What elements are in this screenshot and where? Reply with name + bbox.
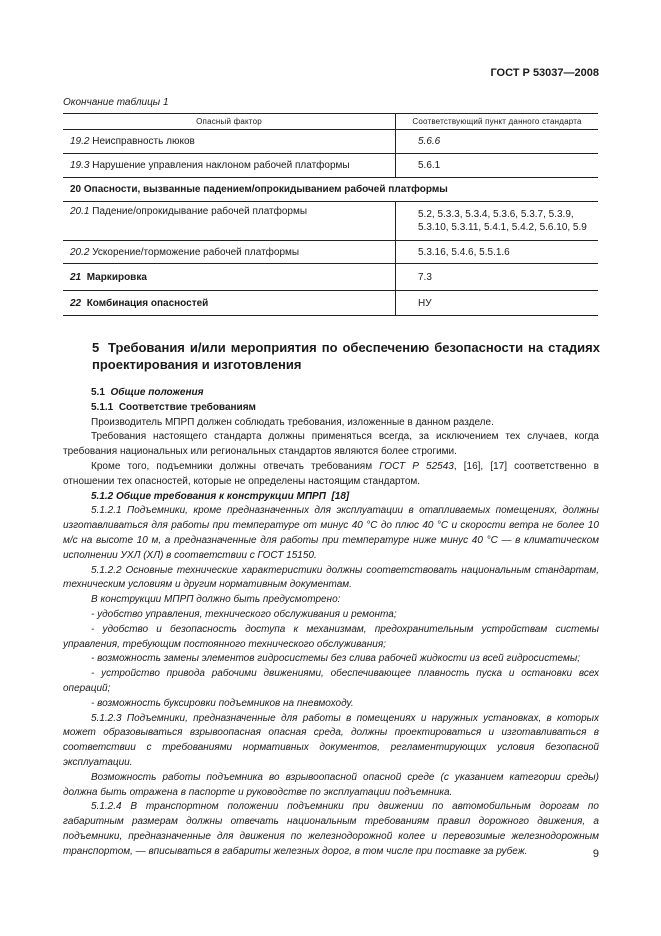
paragraph: В конструкции МПРП должно быть предусмотрено: — [91, 594, 341, 606]
row-text: Ускорение/торможение рабочей платформы — [92, 246, 300, 258]
row-ref-line: 5.2, 5.3.3, 5.3.4, 5.3.6, 5.3.7, 5.3.9, — [418, 209, 574, 220]
row-text: Нарушение управления наклоном рабочей платформы — [92, 160, 350, 171]
group-heading: 20 Опасности, вызванные падением/опрокидыванием рабочей платформы — [63, 178, 598, 202]
list-item: - устройство привода рабочими движениями, обеспечивающее плавность пуска и остановки всех операций; — [63, 668, 599, 694]
table-row-group — [63, 178, 598, 202]
row-text: Маркировка — [86, 271, 147, 283]
subsection-title: 5.1.2 Общие требования к конструкции МПРП — [91, 490, 326, 502]
paragraph: 5.1.2.1 Подъемники, кроме предназначенных для эксплуатации в отапливаемых помещениях, должны изготавливаться для работы при температуре от минус 40 °С до плюс 40 °С и скорости ветра не более 10 м/с на высоте 10 м, а предназначенные для работы при температуре ниже минус 40 °С — в климатическом исполнении УХЛ (ХЛ) в соответствии с ГОСТ 15150. — [63, 505, 599, 561]
table-row — [63, 264, 598, 291]
section-number: 5 — [92, 340, 100, 355]
table-row — [63, 291, 598, 316]
subsection-number: 5.1.1 — [91, 401, 114, 413]
subsection-number: 5.1 — [91, 387, 105, 398]
paragraph: 5.1.2.3 Подъемники, предназначенные для работы в помещениях и наружных установках, в которых может образовываться взрывоопасная опасная среда, должны проектироваться и изготавливаться в соответствии с требованиями нормативных документов, регламентирующих условия безопасной эксплуатации. — [63, 712, 599, 768]
list-item: - удобство управления, технического обслуживания и ремонта; — [91, 608, 397, 620]
row-number: 21 — [70, 271, 82, 283]
subsection-heading-5-1 — [63, 386, 599, 401]
paragraph: 5.1.2.2 Основные технические характеристики должны соответствовать национальным стандартам, техническим условиям и другим нормативным документам. — [63, 564, 599, 591]
row-text: Комбинация опасностей — [86, 297, 209, 309]
paragraph — [63, 460, 599, 490]
row-ref: НУ — [396, 291, 599, 316]
section-body — [63, 386, 599, 860]
paragraph: 5.1.2.4 В транспортном положении подъемники при движении по автомобильным дорогам по габаритным размерам должны отвечать национальным требованиям правил дорожного движения, а подъемники, предназначенные для движения по железнодорожной колее и перевозимые железнодорожным транспортом, — вписываться в габариты железных дорог, в том числе при поставке за рубеж. — [63, 801, 599, 857]
row-ref: 7.3 — [396, 264, 599, 291]
row-text: Неисправность люков — [92, 136, 195, 147]
row-text: Падение/опрокидывание рабочей платформы — [92, 206, 308, 217]
row-number: 22 — [70, 297, 82, 309]
row-ref: 5.6.1 — [396, 154, 599, 178]
row-number: 19.3 — [70, 160, 90, 171]
list-item: - возможность замены элементов гидросистемы без слива рабочей жидкости из всей гидросистемы; — [91, 653, 580, 665]
row-number: 19.2 — [70, 136, 90, 147]
subsection-heading-5-1-2 — [63, 490, 599, 505]
paragraph: Возможность работы подъемника во взрывоопасной опасной среде (с указанием категории среды) должна быть отражена в паспорте и руководстве по эксплуатации подъемника. — [63, 771, 599, 798]
paragraph-text: , [16], [17] соответственно в отношении тех опасностей, которые не определены настоящим стандартом. — [63, 460, 599, 487]
paragraph-text: Кроме того, подъемники должны отвечать требованиям — [91, 460, 380, 472]
section-heading — [92, 339, 600, 373]
subsection-title: Общие положения — [110, 387, 204, 398]
paragraph: Требования настоящего стандарта должны применяться всегда, за исключением тех случаев, когда требования национальных или региональных стандартов являются более строгими. — [63, 431, 599, 458]
standard-reference: ГОСТ Р 52543 — [379, 460, 454, 472]
list-item: - удобство и безопасность доступа к механизмам, предохранительным устройствам системы управления, требующим постоянного технического обслуживания; — [63, 623, 599, 650]
table-header-hazard: Опасный фактор — [63, 114, 396, 130]
table-row — [63, 241, 598, 264]
row-ref: 5.6.6 — [396, 130, 599, 154]
table-header-clause: Соответствующий пункт данного стандарта — [396, 114, 599, 130]
row-ref: 5.3.16, 5.4.6, 5.5.1.6 — [396, 241, 599, 264]
paragraph: Производитель МПРП должен соблюдать требования, изложенные в данном разделе. — [91, 416, 494, 428]
document-number-header: ГОСТ Р 53037—2008 — [490, 67, 599, 79]
table-row — [63, 202, 598, 241]
bibliography-reference: [18] — [331, 490, 350, 502]
table-caption: Окончание таблицы 1 — [63, 97, 169, 108]
table-row — [63, 130, 598, 154]
row-number: 20.2 — [70, 246, 90, 258]
section-title: Требования и/или мероприятия по обеспечению безопасности на стадиях проектирования и изготовления — [92, 340, 600, 372]
hazards-table — [63, 113, 598, 316]
row-ref-line: 5.3.10, 5.3.11, 5.4.1, 5.4.2, 5.6.10, 5.9 — [418, 222, 587, 233]
subsection-title: Соответствие требованиям — [118, 401, 256, 413]
subsection-heading-5-1-1 — [63, 401, 599, 416]
row-number: 20.1 — [70, 206, 90, 217]
list-item: - возможность буксировки подъемников на пневмоходу. — [91, 697, 354, 709]
table-row — [63, 154, 598, 178]
page-number: 9 — [592, 848, 599, 860]
